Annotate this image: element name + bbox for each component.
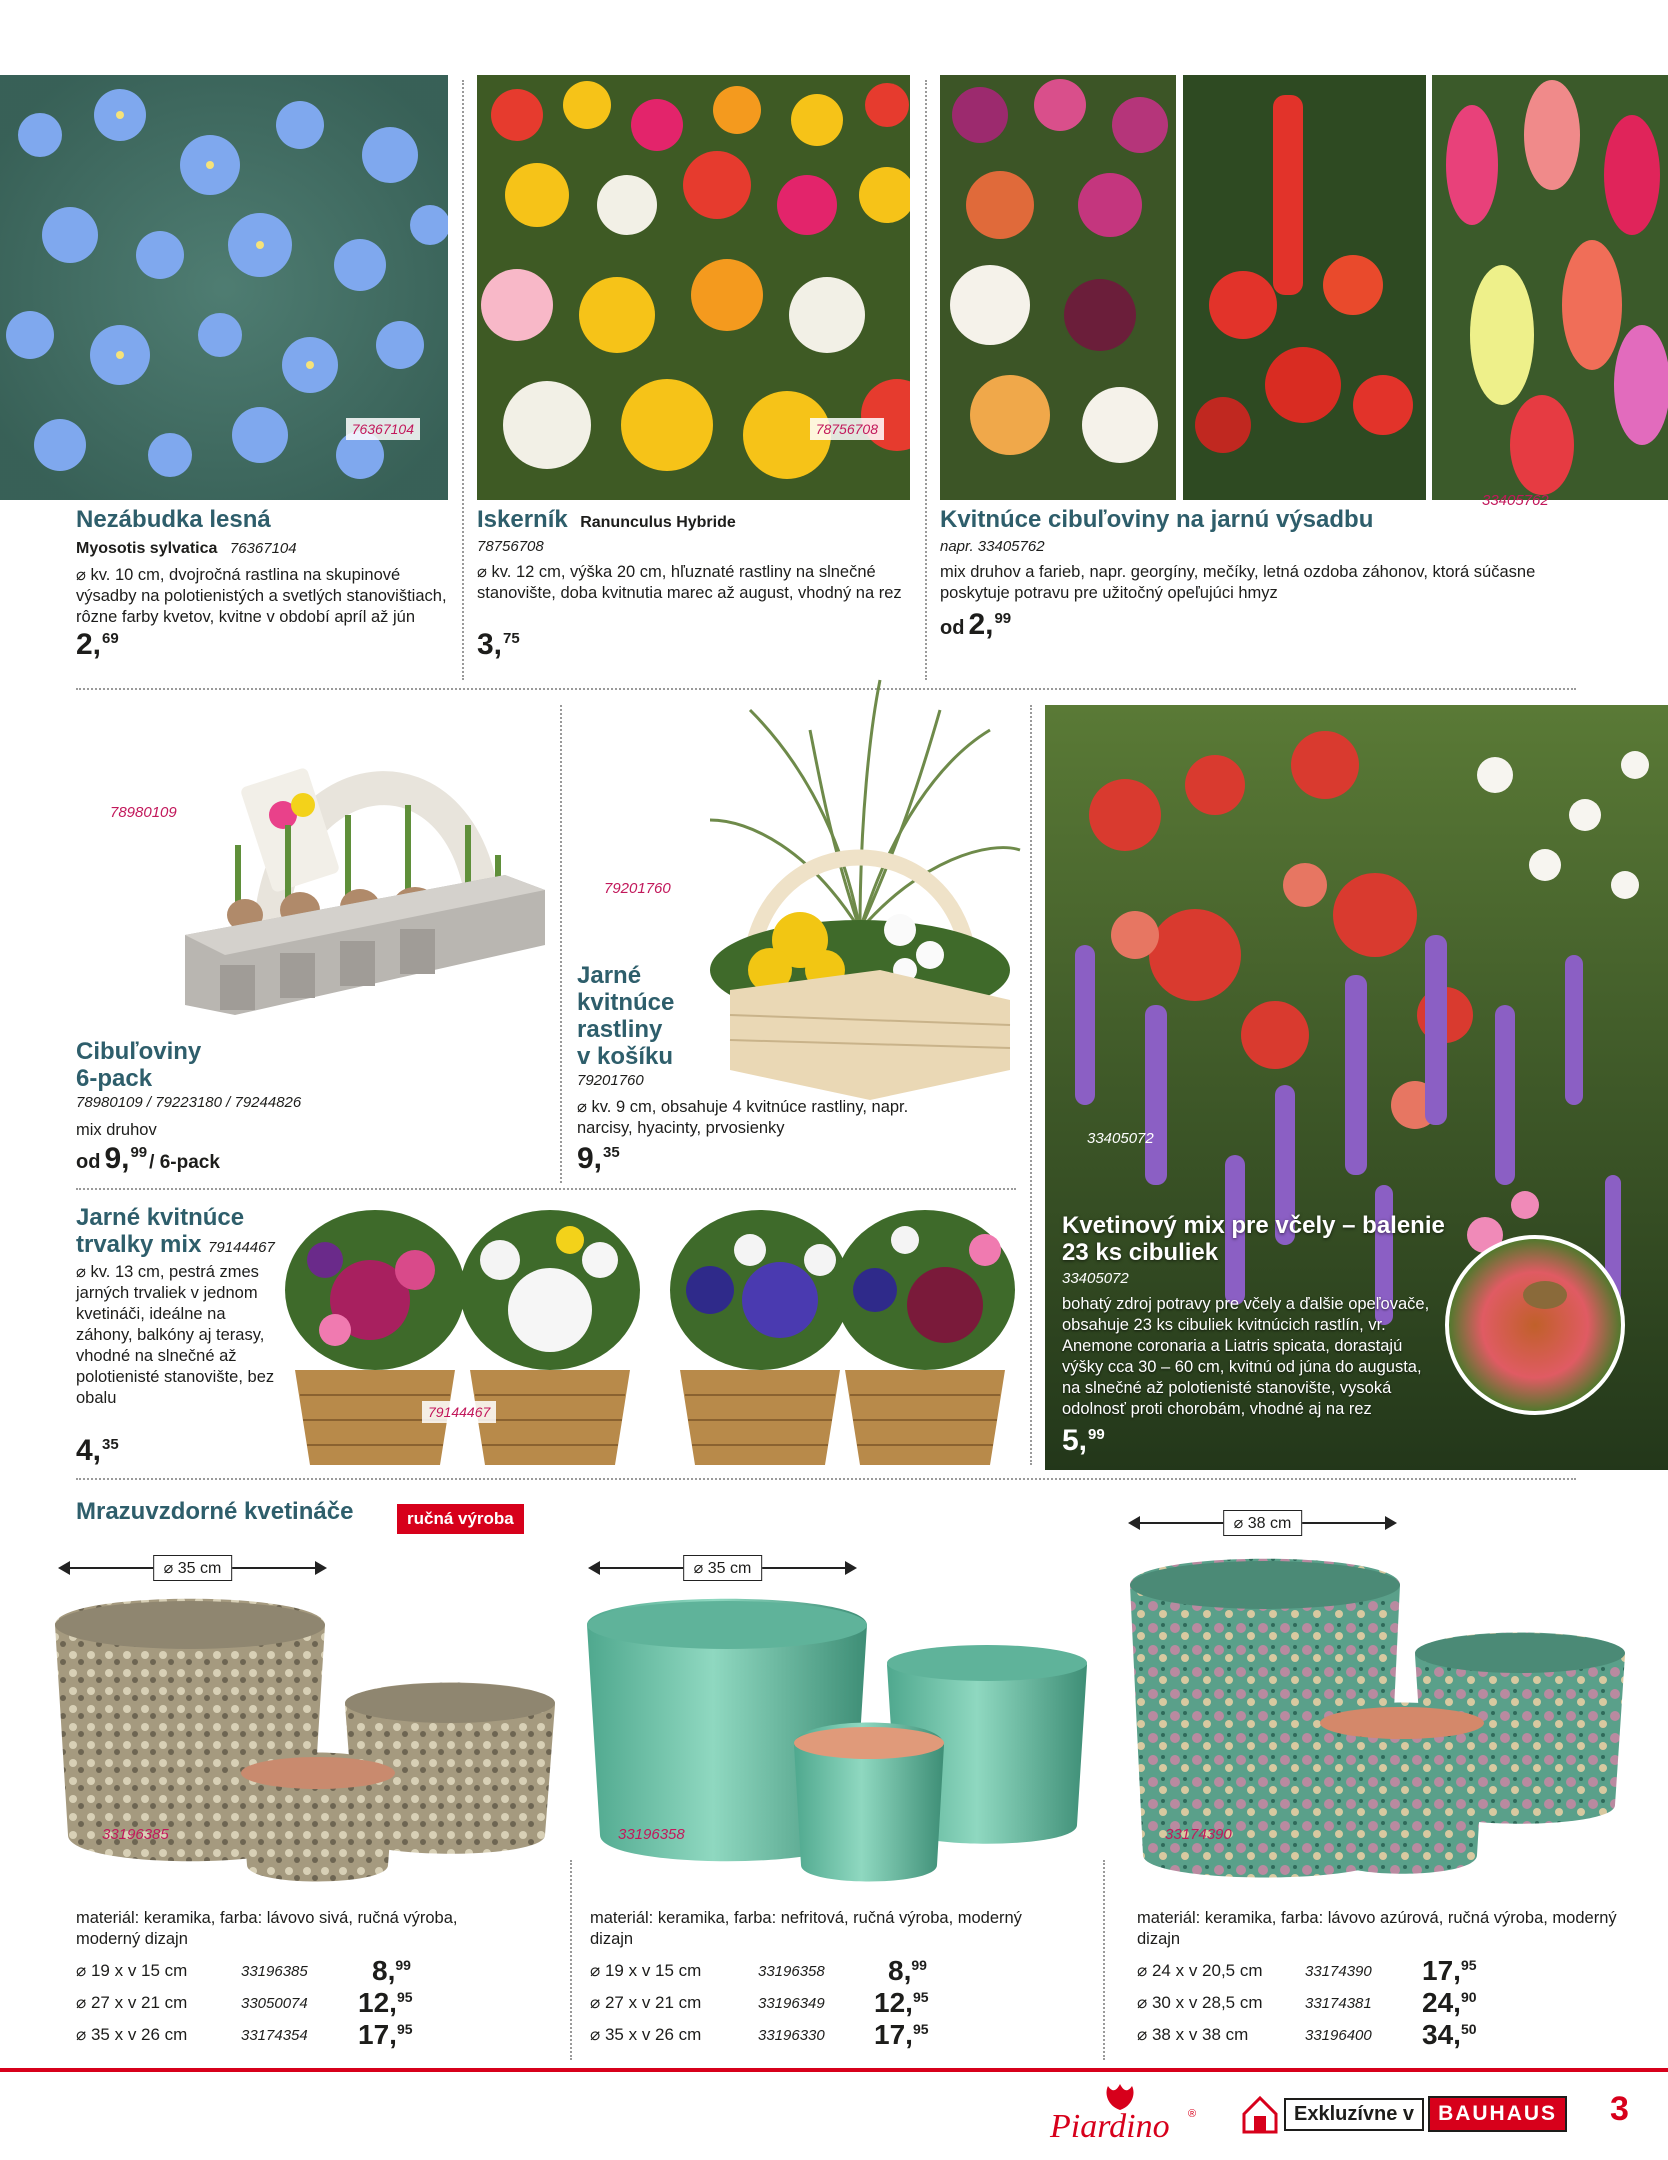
pot-price-table — [76, 1955, 416, 2051]
divider — [925, 80, 927, 680]
price-decimal: 95 — [1460, 1957, 1477, 1973]
product-description: ⌀ kv. 13 cm, pestrá zmes jarných trvaliek v jednom kvetináči, ideálne na záhony, balkóny aj terasy, vhodné na slnečné až polotienisté stanovište, bez obalu — [76, 1263, 275, 1407]
price-integer: 4, — [76, 1434, 102, 1467]
pot-price-row — [590, 1987, 930, 2019]
title-line: Jarné — [577, 962, 642, 989]
divider — [1030, 705, 1032, 1465]
pot-price — [1422, 2019, 1477, 2051]
price-decimal: 99 — [130, 1144, 148, 1161]
product-title: Iskerník — [477, 506, 568, 533]
pot-price-row — [590, 1955, 930, 1987]
latin-name: Myosotis sylvatica — [76, 540, 218, 557]
title-line: v košíku — [577, 1043, 674, 1070]
pot-sku: 33174381 — [1305, 1995, 1372, 2012]
diameter-label: ⌀ 35 cm — [683, 1555, 763, 1581]
product-title — [76, 1038, 201, 1092]
pot-size: ⌀ 35 x v 26 cm — [76, 2025, 188, 2044]
page-number: 3 — [1610, 2090, 1629, 2128]
product-latin-line — [76, 540, 297, 558]
section-heading: Mrazuvzdorné kvetináče — [76, 1498, 354, 1525]
price-unit: / 6-pack — [149, 1152, 220, 1173]
product-description: ⌀ kv. 12 cm, výška 20 cm, hľuznaté rastliny na slnečné stanovište, doba kvitnutia marec až august, vhodný na rez — [477, 563, 902, 602]
image-sku-tag: 76367104 — [346, 418, 420, 440]
dahlia-photo — [940, 75, 1176, 500]
product-price — [76, 1142, 220, 1176]
price-prefix: od — [76, 1151, 101, 1173]
price-decimal: 99 — [911, 1957, 927, 1973]
pot-size: ⌀ 19 x v 15 cm — [590, 1961, 702, 1980]
price-integer: 12, — [874, 1987, 913, 2018]
image-sku-tag: 33174390 — [1165, 1826, 1232, 1843]
product-price — [940, 608, 1011, 642]
product-description: mix druhov — [76, 1121, 157, 1139]
pot-size: ⌀ 27 x v 21 cm — [590, 1993, 702, 2012]
product-sku: 76367104 — [229, 540, 297, 557]
price-integer: 17, — [1422, 1955, 1461, 1986]
title-text: trvalky mix — [76, 1231, 202, 1258]
image-sku-tag: 78756708 — [810, 418, 884, 440]
price-decimal: 75 — [503, 630, 520, 647]
red-dahlia-photo — [1183, 75, 1426, 500]
pot-sku: 33196330 — [758, 2027, 825, 2044]
image-sku-tag: 33196358 — [618, 1826, 685, 1843]
price-integer: 17, — [874, 2019, 913, 2050]
pot-sku: 33196349 — [758, 1995, 825, 2012]
price-integer: 8, — [888, 1955, 912, 1986]
diameter-label: ⌀ 38 cm — [1223, 1510, 1303, 1536]
price-decimal: 99 — [1088, 1426, 1105, 1443]
pot-description: materiál: keramika, farba: lávovo azúrová, ručná výroba, moderný dizajn — [1137, 1909, 1617, 1948]
title-line: rastliny — [577, 1016, 663, 1043]
pot-sku: 33196385 — [241, 1963, 308, 1980]
price-decimal: 95 — [396, 2021, 413, 2037]
pot-size: ⌀ 30 x v 28,5 cm — [1137, 1993, 1263, 2012]
price-decimal: 99 — [994, 610, 1012, 627]
title-line: Cibuľoviny — [76, 1038, 202, 1065]
product-sku: 78756708 — [477, 538, 544, 555]
divider — [76, 1188, 1016, 1190]
house-icon — [1240, 2094, 1280, 2134]
pot-price-row — [1137, 2019, 1497, 2051]
pot-price-row — [590, 2019, 930, 2051]
pot-size: ⌀ 35 x v 26 cm — [590, 2025, 702, 2044]
price-decimal: 35 — [102, 1436, 119, 1453]
image-sku-tag: 78980109 — [110, 804, 177, 821]
price-decimal: 90 — [1460, 1989, 1477, 2005]
pot-price-row — [76, 1987, 416, 2019]
title-line: Jarné kvitnúce — [76, 1204, 245, 1231]
product-title: Nezábudka lesná — [76, 506, 271, 533]
divider — [560, 705, 562, 1183]
pot-price — [888, 1955, 927, 1987]
divider — [1103, 1860, 1105, 2060]
product-price — [1062, 1424, 1105, 1458]
pot-sku: 33174354 — [241, 2027, 308, 2044]
price-decimal: 95 — [912, 1989, 929, 2005]
pot-price — [1422, 1987, 1477, 2019]
product-title: Kvitnúce cibuľoviny na jarnú výsadbu — [940, 506, 1374, 533]
pot-size: ⌀ 27 x v 21 cm — [76, 1993, 188, 2012]
price-decimal: 35 — [603, 1144, 620, 1161]
image-sku-tag: 33196385 — [102, 1826, 169, 1843]
product-price — [76, 628, 119, 662]
product-price — [577, 1142, 620, 1176]
exclusive-label: Exkluzívne v — [1284, 2098, 1424, 2131]
perennials-photo — [285, 1200, 1025, 1470]
price-integer: 34, — [1422, 2019, 1461, 2050]
title-line: kvitnúce — [577, 989, 675, 1016]
gladiolus-photo — [1432, 75, 1668, 500]
divider — [76, 1478, 1576, 1480]
pot-sku: 33174390 — [1305, 1963, 1372, 1980]
pot-price-row — [1137, 1987, 1497, 2019]
title-line — [76, 1231, 275, 1261]
pot-sku: 33196358 — [758, 1963, 825, 1980]
latin-name: Ranunculus Hybride — [580, 514, 736, 531]
ranunculus-photo — [477, 75, 910, 500]
bulb-6pack-photo — [175, 715, 555, 1045]
pot-price — [358, 1987, 413, 2019]
pot-size: ⌀ 24 x v 20,5 cm — [1137, 1961, 1263, 1980]
price-decimal: 69 — [102, 630, 119, 647]
product-description: bohatý zdroj potravy pre včely a ďalšie opeľovače, obsahuje 23 ks cibuliek kvitnúcich rastlín, vr. Anemone coronaria a Liatris spicata, dorastajú výšky cca 30 – 60 cm, kvitnú od júna do augusta, na slnečné až polotienisté stanovište, vysoká odolnosť proti chorobám, vhodné aj na rez — [1062, 1295, 1430, 1418]
price-decimal: 99 — [395, 1957, 411, 1973]
product-description: ⌀ kv. 10 cm, dvojročná rastlina na skupinové výsadby na polotienistých a svetlých stanovištiach, rôzne farby kvetov, kvitne v období apríl až jún — [76, 566, 447, 626]
title-line: Kvetinový mix pre včely – balenie — [1062, 1212, 1445, 1239]
price-integer: 5, — [1062, 1424, 1088, 1457]
pot-sku: 33050074 — [241, 1995, 308, 2012]
pot-price-row — [76, 2019, 416, 2051]
price-decimal: 50 — [1460, 2021, 1477, 2037]
forget-me-not-photo — [0, 75, 448, 500]
product-title-line — [477, 506, 736, 533]
pot-size: ⌀ 19 x v 15 cm — [76, 1961, 188, 1980]
price-prefix: od — [940, 617, 965, 639]
price-integer: 3, — [477, 628, 503, 661]
pot-price — [372, 1955, 411, 1987]
product-title — [1062, 1212, 1445, 1266]
product-sku: 33405072 — [1062, 1270, 1129, 1287]
pot-price — [358, 2019, 413, 2051]
pot-size: ⌀ 38 x v 38 cm — [1137, 2025, 1249, 2044]
pot-price-table — [1137, 1955, 1497, 2051]
title-line: 23 ks cibuliek — [1062, 1239, 1219, 1266]
price-decimal: 95 — [396, 1989, 413, 2005]
pot-price — [874, 2019, 929, 2051]
price-integer: 17, — [358, 2019, 397, 2050]
price-integer: 8, — [372, 1955, 396, 1986]
registered-mark: ® — [1188, 2108, 1197, 2120]
product-price — [477, 628, 520, 662]
title-line: 6-pack — [76, 1065, 153, 1092]
diameter-label: ⌀ 35 cm — [153, 1555, 233, 1581]
image-sku-tag: 79144467 — [422, 1401, 496, 1423]
price-integer: 2, — [968, 608, 994, 641]
diameter-indicator — [1130, 1510, 1395, 1536]
price-integer: 9, — [104, 1142, 130, 1175]
spring-basket-photo — [690, 670, 1030, 1110]
product-sku: napr. 33405762 — [940, 538, 1045, 555]
price-integer: 2, — [76, 628, 102, 661]
brand-name: Piardino — [1050, 2108, 1170, 2145]
divider — [570, 1860, 572, 2060]
product-description: ⌀ kv. 9 cm, obsahuje 4 kvitnúce rastliny, napr. narcisy, hyacinty, prvosienky — [577, 1098, 909, 1137]
diameter-indicator — [60, 1555, 325, 1581]
product-description: mix druhov a farieb, napr. georgíny, mečíky, letná ozdoba záhonov, ktorá súčasne poskytuje potravu pre užitočný opeľujúci hmyz — [940, 563, 1536, 602]
price-integer: 24, — [1422, 1987, 1461, 2018]
bauhaus-badge — [1240, 2094, 1567, 2134]
handmade-badge: ručná výroba — [397, 1504, 524, 1534]
price-decimal: 95 — [912, 2021, 929, 2037]
pot-price — [1422, 1955, 1477, 1987]
price-integer: 12, — [358, 1987, 397, 2018]
product-title — [76, 1204, 275, 1261]
footer-line — [0, 2068, 1668, 2072]
pot-description: materiál: keramika, farba: lávovo sivá, ručná výroba, moderný dizajn — [76, 1909, 458, 1948]
diameter-indicator — [590, 1555, 855, 1581]
pot-price-row — [1137, 1955, 1497, 1987]
divider — [462, 80, 464, 680]
image-sku-tag: 33405762 — [1482, 492, 1549, 509]
product-sku: 78980109 / 79223180 / 79244826 — [76, 1094, 302, 1111]
product-price — [76, 1434, 119, 1468]
product-sku: 79201760 — [577, 1072, 644, 1089]
pot-price-row — [76, 1955, 416, 1987]
price-integer: 9, — [577, 1142, 603, 1175]
pot-price — [874, 1987, 929, 2019]
piardino-logo — [1050, 2082, 1200, 2152]
image-sku-tag: 79201760 — [604, 880, 671, 897]
pot-sku: 33196400 — [1305, 2027, 1372, 2044]
product-title — [577, 962, 674, 1070]
image-sku-tag: 33405072 — [1087, 1130, 1154, 1147]
product-sku: 79144467 — [208, 1239, 275, 1256]
bauhaus-logo: BAUHAUS — [1428, 2096, 1567, 2132]
pot-price-table — [590, 1955, 930, 2051]
pot-description: materiál: keramika, farba: nefritová, ručná výroba, moderný dizajn — [590, 1909, 1022, 1948]
